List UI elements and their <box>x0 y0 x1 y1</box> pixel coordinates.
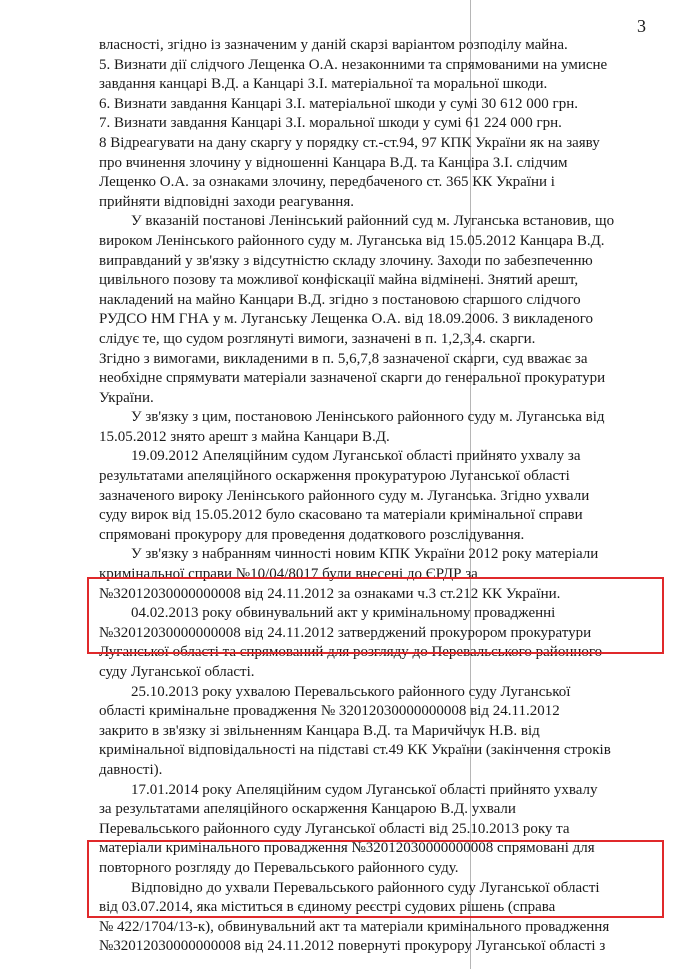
paragraph-case-closed <box>99 683 662 781</box>
text-line: Відповідно до ухвали Перевальського районного суду Луганської області <box>131 879 600 896</box>
text-line: № 422/1704/13-к), обвинувальний акт та матеріали кримінального провадження <box>99 918 610 935</box>
text-line: №32012030000000008 від 24.11.2012 за ознаками ч.3 ст.212 КК України. <box>99 585 561 602</box>
paragraph-erdr-entry <box>99 545 662 604</box>
paragraph-requirements <box>99 350 662 409</box>
text-line: №32012030000000008 від 24.11.2012 затверджений прокурором прокуратури <box>99 624 592 641</box>
page-number: 3 <box>637 16 646 36</box>
text-line: №32012030000000008 від 24.11.2012 повернуті прокурору Луганської області з <box>99 938 606 955</box>
text-line: У зв'язку з цим, постановою Ленінського районного суду м. Луганська від <box>131 409 605 426</box>
paragraph-indictment-2013 <box>99 604 662 682</box>
text-line: завдання канцарі В.Д. а Канцарі З.І. матеріальної та моральної шкоди. <box>99 76 548 93</box>
paragraph-court-ruling <box>99 212 662 349</box>
text-line: вироком Ленінського районного суду м. Луганська від 15.05.2012 Канцара В.Д. <box>99 232 605 249</box>
text-line: про вчинення злочину у відношенні Канцара В.Д. та Канціра З.І. слідчим <box>99 154 568 171</box>
text-line: 25.10.2013 року ухвалою Перевальського районного суду Луганської <box>131 683 571 700</box>
text-line: цивільного позову та можливої конфіскації майна відмінені. Знятий арешт, <box>99 272 579 289</box>
paragraph-appeal-2014 <box>99 781 662 879</box>
text-line: Лещенко О.А. за ознаками злочину, передбаченого ст. 365 КК України і <box>99 174 555 191</box>
text-line: 19.09.2012 Апеляційним судом Луганської області прийнято ухвалу за <box>131 448 581 465</box>
text-line: РУДСО НМ ГНА у м. Луганську Лещенка О.А. від 18.09.2006. З викладеного <box>99 311 593 328</box>
text-line: від 03.07.2014, яка міститься в єдиному реєстрі судових рішень (справа <box>99 899 556 916</box>
paragraph-returned-to-prosecutor <box>99 879 662 957</box>
text-line: України. <box>99 389 154 406</box>
document-body <box>99 36 662 957</box>
text-line: зазначеного вироку Ленінського районного суду м. Луганська. Згідно ухвали <box>99 487 590 504</box>
text-line: прийняти відповідні заходи реагування. <box>99 193 354 210</box>
text-line: виправданий у зв'язку з відсутністю складу злочину. Заходи по забезпеченню <box>99 252 593 269</box>
text-line: кримінальної справи №10/04/8017 були внесені до ЄРДР за <box>99 566 478 583</box>
paragraph-arrest-lifted <box>99 408 662 447</box>
text-line: Перевальського районного суду Луганської області від 25.10.2013 року та <box>99 820 570 837</box>
text-line: спрямовані прокурору для проведення додаткового розслідування. <box>99 526 525 543</box>
text-line: кримінальної відповідальності на підставі ст.49 КК України (закінчення строків <box>99 742 611 759</box>
text-line: 7. Визнати завдання Канцарі З.І. моральної шкоди у сумі 61 224 000 грн. <box>99 115 562 132</box>
text-line: за результатами апеляційного оскарження Канцарою В.Д. ухвали <box>99 801 516 818</box>
text-line: 15.05.2012 знято арешт з майна Канцари В.Д. <box>99 428 390 445</box>
text-line: повторного розгляду до Перевальського районного суду. <box>99 859 459 876</box>
text-line: 04.02.2013 року обвинувальний акт у кримінальному провадженні <box>131 605 556 622</box>
text-line: матеріали кримінального провадження №32012030000000008 спрямовані для <box>99 840 595 857</box>
text-line: Луганської області та спрямований для розгляду до Перевальського районного <box>99 644 603 661</box>
paragraph-appeal-2012 <box>99 447 662 545</box>
text-line: області кримінальне провадження № 32012030000000008 від 24.11.2012 <box>99 703 560 720</box>
text-line: суду вирок від 15.05.2012 було скасовано та матеріали кримінальної справи <box>99 507 583 524</box>
paragraph-claims-end <box>99 36 662 212</box>
text-line: результатами апеляційного оскарження прокуратурою Луганської області <box>99 468 570 485</box>
text-line: 17.01.2014 року Апеляційним судом Луганської області прийнято ухвалу <box>131 781 598 798</box>
text-line: 5. Визнати дії слідчого Лещенка О.А. незаконними та спрямованими на умисне <box>99 56 608 73</box>
text-line: власності, згідно із зазначеним у даній скарзі варіантом розподілу майна. <box>99 37 568 53</box>
text-line: У зв'язку з набранням чинності новим КПК України 2012 року матеріали <box>131 546 599 563</box>
text-line: 6. Визнати завдання Канцарі З.І. матеріальної шкоди у сумі 30 612 000 грн. <box>99 95 578 112</box>
text-line: У вказаній постанові Ленінський районний суд м. Луганська встановив, що <box>131 213 615 230</box>
text-line: накладений на майно Канцари В.Д. згідно з постановою старшого слідчого <box>99 291 581 308</box>
text-line: Згідно з вимогами, викладеними в п. 5,6,7,8 зазначеної скарги, суд вважає за <box>99 350 588 367</box>
text-line: слідує те, що судом розглянуті вимоги, зазначені в п. 1,2,3,4. скарги. <box>99 330 536 347</box>
text-line: суду Луганської області. <box>99 664 255 680</box>
text-line: закрито в зв'язку зі звільненням Канцара В.Д. та Маричйчук Н.В. від <box>99 722 540 739</box>
text-line: давності). <box>99 761 163 778</box>
text-line: 8 Відреагувати на дану скаргу у порядку ст.-ст.94, 97 КПК України як на заяву <box>99 134 600 151</box>
text-line: необхідне спрямувати матеріали зазначеної скарги до генеральної прокуратури <box>99 370 606 387</box>
